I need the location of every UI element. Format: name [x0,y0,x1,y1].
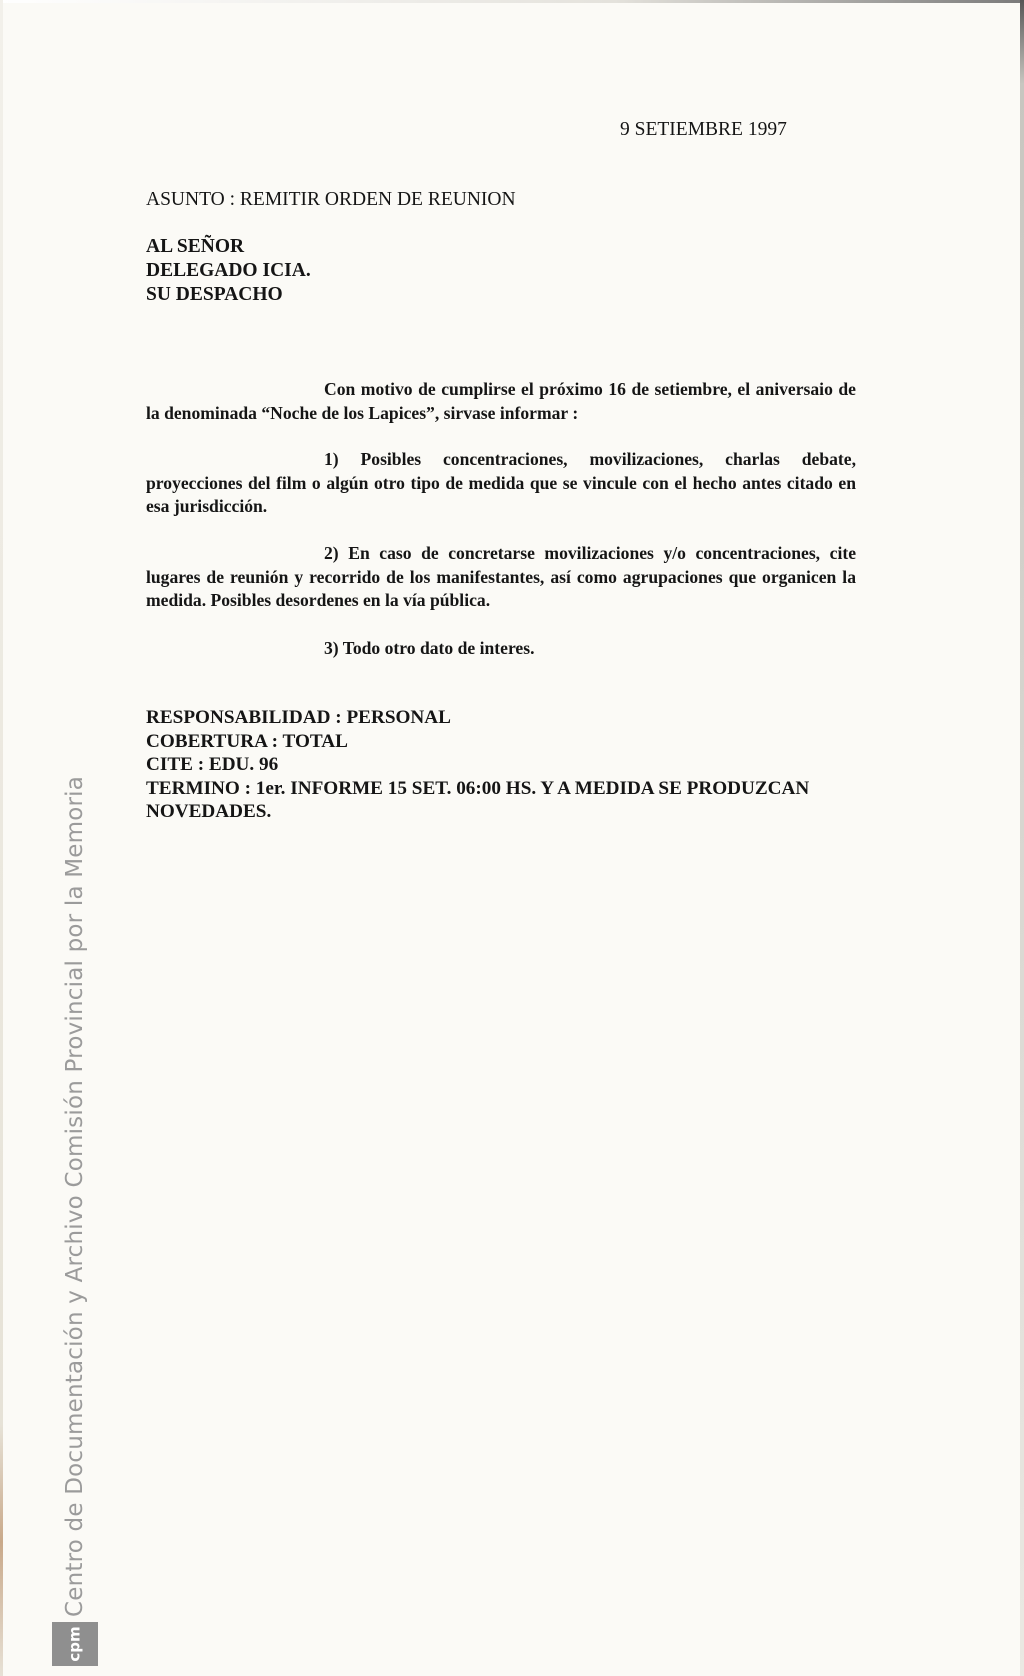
recipient-block [146,235,311,307]
footer-cobertura: COBERTURA : TOTAL [146,730,348,752]
page-left-edge [0,0,3,1676]
page-top-edge [0,0,1024,3]
recipient-line: DELEGADO ICIA. [146,260,311,281]
footer-responsabilidad: RESPONSABILIDAD : PERSONAL [146,707,451,728]
footer-cite: CITE : EDU. 96 [146,754,279,775]
recipient-line: AL SEÑOR [146,236,245,257]
archive-watermark: Centro de Documentación y Archivo Comisión Provincial por la Memoria [62,775,88,1617]
request-item-2: 2) En caso de concretarse movilizaciones y/o concentraciones, cite lugares de reunión y recorrido de los manifestantes, así como agrupaciones que organicen la medida. Posibles desordenes en la vía pública. [146,543,856,610]
page-right-edge [1020,0,1024,1676]
request-item-3: 3) Todo otro dato de interes. [324,638,535,658]
document-subject: ASUNTO : REMITIR ORDEN DE REUNION [146,189,516,210]
cpm-logo [52,1622,98,1666]
footer-termino: TERMINO : 1er. INFORME 15 SET. 06:00 HS. Y A MEDIDA SE PRODUZCAN NOVEDADES. [146,777,810,822]
intro-paragraph: Con motivo de cumplirse el próximo 16 de setiembre, el aniversaio de la denominada “Noche de los Lapices”, sirvase informar : [146,379,856,423]
recipient-line: SU DESPACHO [146,284,283,305]
request-item-1: 1) Posibles concentraciones, movilizaciones, charlas debate, proyecciones del film o algún otro tipo de medida que se vincule con el hecho antes citado en esa jurisdicción. [146,449,856,516]
cpm-logo-text: cpm [65,1626,84,1662]
footer-block [146,706,862,824]
document-date: 9 SETIEMBRE 1997 [620,119,787,140]
